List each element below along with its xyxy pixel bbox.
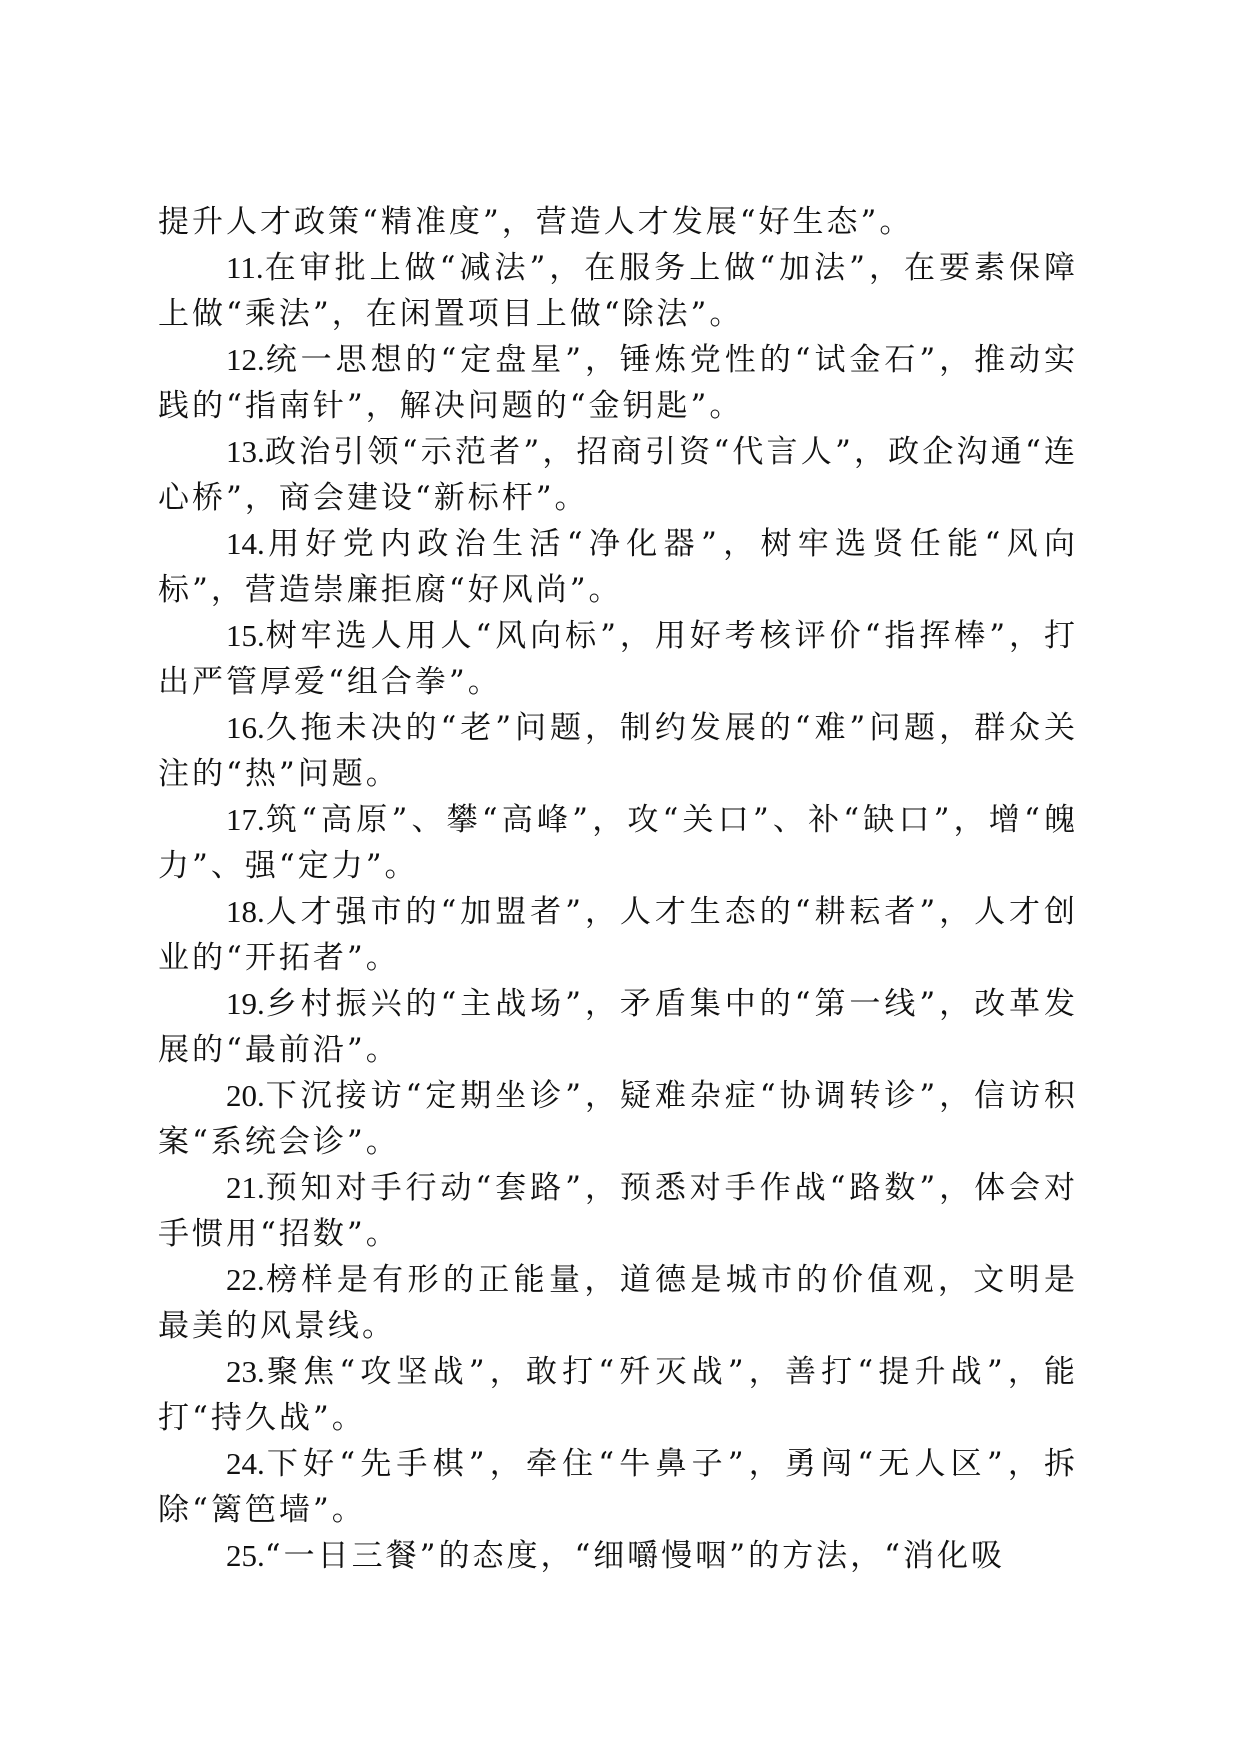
list-item-24 (158, 1441, 1078, 1533)
item-number: 21. (226, 1170, 265, 1205)
item-text: 树牢选人用人“风向标”，用好考核评价“指挥棒”，打出严管厚爱“组合拳”。 (158, 618, 1078, 700)
list-item-11 (158, 245, 1078, 337)
item-number: 22. (226, 1262, 265, 1297)
item-number: 13. (226, 434, 265, 469)
item-number: 24. (226, 1446, 265, 1481)
item-number: 12. (226, 342, 265, 377)
item-number: 18. (226, 894, 265, 929)
paragraph-text: 提升人才政策“精准度”，营造人才发展“好生态”。 (158, 204, 914, 240)
item-text: 筑“高原”、攀“高峰”，攻“关口”、补“缺口”，增“魄力”、强“定力”。 (158, 802, 1078, 884)
item-text: 乡村振兴的“主战场”，矛盾集中的“第一线”，改革发展的“最前沿”。 (158, 986, 1078, 1068)
item-text: 久拖未决的“老”问题，制约发展的“难”问题，群众关注的“热”问题。 (158, 710, 1078, 792)
item-number: 25. (226, 1538, 265, 1573)
document-body (158, 199, 1078, 1579)
item-text: 统一思想的“定盘星”，锤炼党性的“试金石”，推动实践的“指南针”，解决问题的“金钥匙”。 (158, 342, 1078, 424)
list-item-20 (158, 1073, 1078, 1165)
item-text: 在审批上做“减法”，在服务上做“加法”，在要素保障上做“乘法”，在闲置项目上做“除法”。 (158, 250, 1078, 332)
list-item-23 (158, 1349, 1078, 1441)
item-text: 聚焦“攻坚战”，敢打“歼灭战”，善打“提升战”，能打“持久战”。 (158, 1354, 1078, 1436)
list-item-22 (158, 1257, 1078, 1349)
item-text: 人才强市的“加盟者”，人才生态的“耕耘者”，人才创业的“开拓者”。 (158, 894, 1078, 976)
item-text: 政治引领“示范者”，招商引资“代言人”，政企沟通“连心桥”，商会建设“新标杆”。 (158, 434, 1078, 516)
list-item-25 (158, 1533, 1078, 1579)
list-item-19 (158, 981, 1078, 1073)
item-text: 下沉接访“定期坐诊”，疑难杂症“协调转诊”，信访积案“系统会诊”。 (158, 1078, 1078, 1160)
list-item-12 (158, 337, 1078, 429)
item-text: 预知对手行动“套路”，预悉对手作战“路数”，体会对手惯用“招数”。 (158, 1170, 1078, 1252)
item-text: “一日三餐”的态度，“细嚼慢咽”的方法，“消化吸 (264, 1538, 1005, 1574)
paragraph-continuation (158, 199, 1078, 245)
item-number: 20. (226, 1078, 265, 1113)
item-number: 17. (226, 802, 265, 837)
item-text: 用好党内政治生活“净化器”，树牢选贤任能“风向标”，营造崇廉拒腐“好风尚”。 (158, 526, 1078, 608)
list-item-16 (158, 705, 1078, 797)
item-number: 11. (226, 250, 264, 285)
list-item-13 (158, 429, 1078, 521)
item-number: 15. (226, 618, 265, 653)
item-text: 下好“先手棋”，牵住“牛鼻子”，勇闯“无人区”，拆除“篱笆墙”。 (158, 1446, 1078, 1528)
item-number: 19. (226, 986, 265, 1021)
list-item-18 (158, 889, 1078, 981)
item-number: 16. (226, 710, 265, 745)
list-item-21 (158, 1165, 1078, 1257)
list-item-14 (158, 521, 1078, 613)
item-number: 23. (226, 1354, 265, 1389)
item-text: 榜样是有形的正能量，道德是城市的价值观，文明是最美的风景线。 (158, 1262, 1078, 1344)
list-item-17 (158, 797, 1078, 889)
item-number: 14. (226, 526, 265, 561)
list-item-15 (158, 613, 1078, 705)
